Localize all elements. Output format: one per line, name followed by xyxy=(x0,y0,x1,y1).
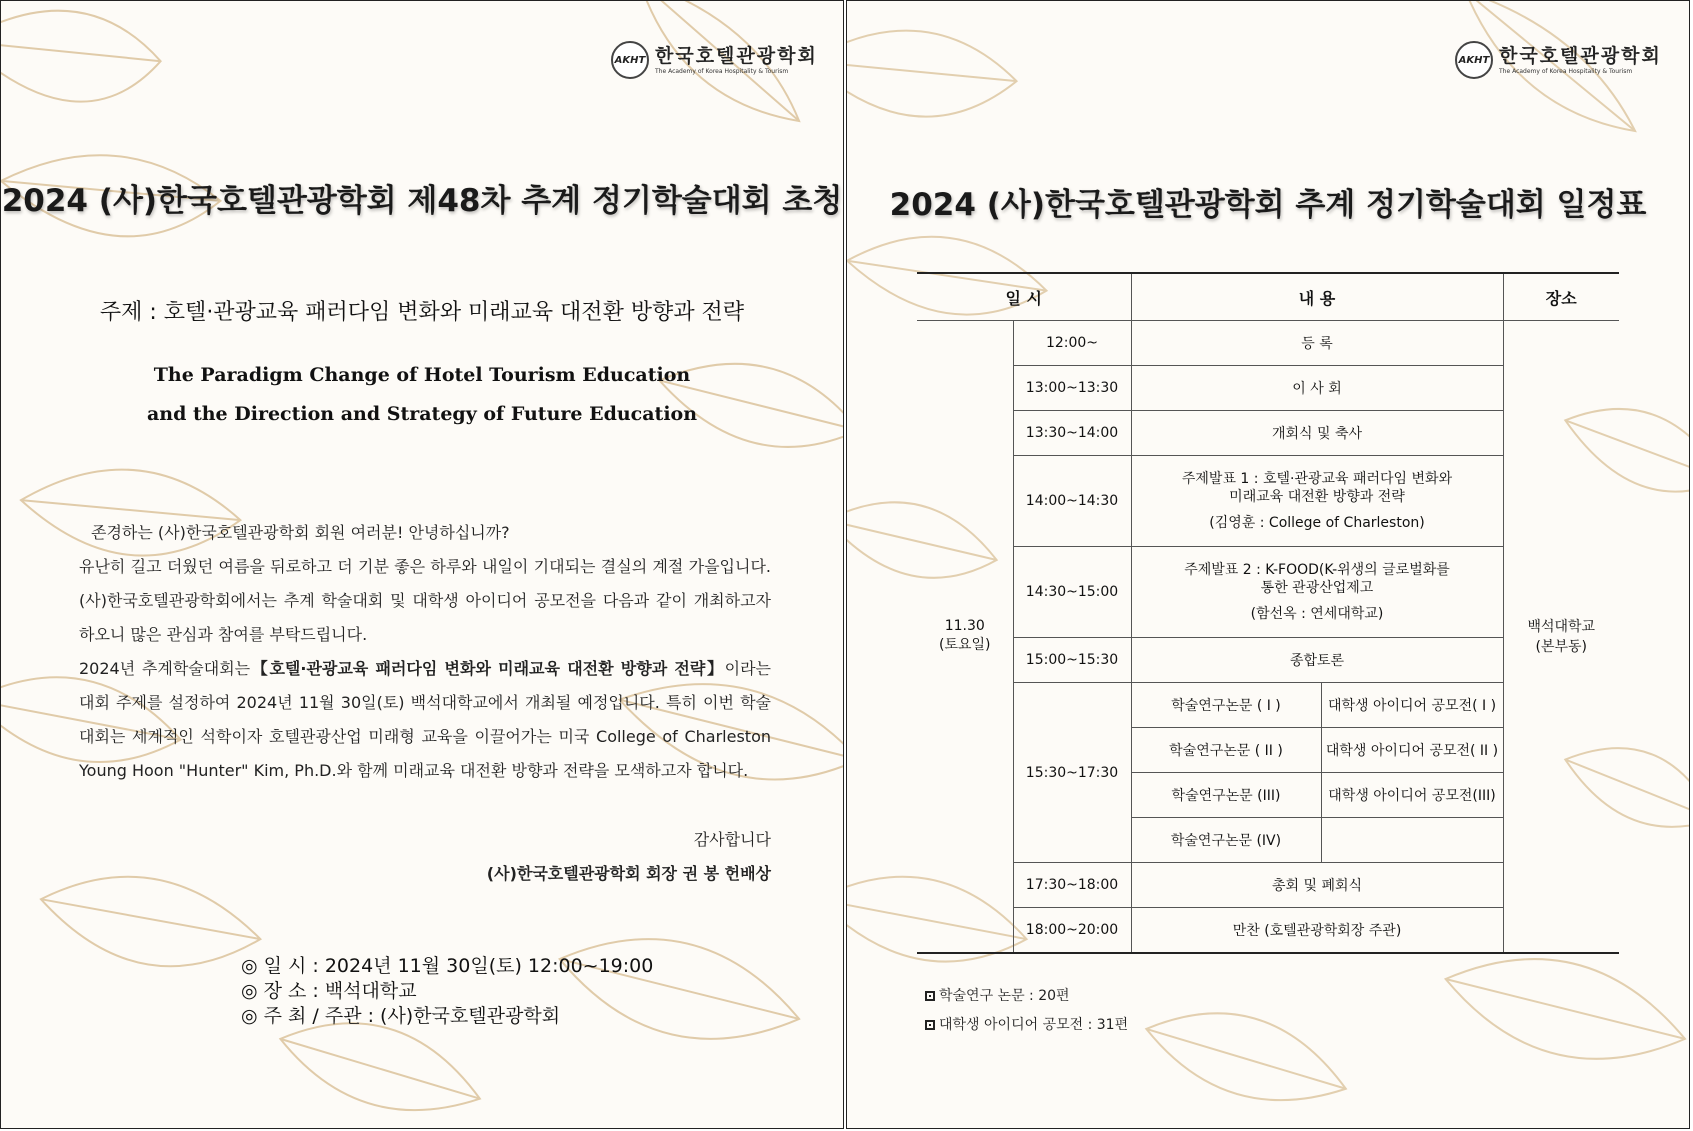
content-cell: 종합토론 xyxy=(1131,638,1503,683)
header-datetime: 일 시 xyxy=(917,273,1131,321)
logo-name-english: The Academy of Korea Hospitality & Tourism xyxy=(1499,67,1633,75)
time-cell: 15:30~17:30 xyxy=(1013,683,1131,863)
date-day: (토요일) xyxy=(939,637,991,654)
paper-session-4: 학술연구논문 (IV) xyxy=(1131,818,1321,863)
content-cell: 개회식 및 축사 xyxy=(1131,411,1503,456)
paper-session-3: 학술연구논문 (III) xyxy=(1131,773,1321,818)
time-cell: 12:00~ xyxy=(1013,321,1131,366)
time-cell: 14:00~14:30 xyxy=(1013,456,1131,547)
idea-contest-2: 대학생 아이디어 공모전( II ) xyxy=(1321,728,1503,773)
time-cell: 13:30~14:00 xyxy=(1013,411,1131,456)
signature: (사)한국호텔관광학회 회장 권 봉 헌배상 xyxy=(486,864,771,883)
akht-logo-icon: AKHT xyxy=(1455,41,1493,79)
keynote-1-speaker: (김영훈 : College of Charleston) xyxy=(1209,515,1425,531)
keynote-1-line-2: 미래교육 대전환 방향과 전략 xyxy=(1229,489,1405,505)
invitation-page xyxy=(0,0,844,1129)
schedule-table xyxy=(917,272,1619,954)
keynote-1-line-1: 주제발표 1 : 호텔·관광교육 패러다임 변화와 xyxy=(1181,471,1453,487)
time-cell: 13:00~13:30 xyxy=(1013,366,1131,411)
akht-logo-icon: AKHT xyxy=(611,41,649,79)
header-content: 내 용 xyxy=(1131,273,1503,321)
date-cell xyxy=(917,321,1013,953)
keynote-2-line-1: 주제발표 2 : K-FOOD(K-위생의 글로벌화를 xyxy=(1184,562,1450,578)
event-place: ◎ 장 소 : 백석대학교 xyxy=(241,980,417,1002)
schedule-title: 2024 (사)한국호텔관광학회 추계 정기학술대회 일정표 xyxy=(889,187,1647,223)
keynote-1-cell xyxy=(1131,456,1503,547)
venue-building: (본부동) xyxy=(1535,639,1587,656)
time-cell: 14:30~15:00 xyxy=(1013,547,1131,638)
paragraph-1: 유난히 길고 더웠던 여름을 뒤로하고 더 기분 좋은 하루와 내일이 기대되는 결실의 계절 가을입니다. (사)한국호텔관광학회에서는 추계 학술대회 및 대학생 아이디어 공모전을 다음과 같이 개최하고자 하오니 많은 관심과 참여를 부탁드립니다. xyxy=(79,557,771,644)
content-cell: 총회 및 폐회식 xyxy=(1131,863,1503,908)
logo-name-english: The Academy of Korea Hospitality & Tourism xyxy=(655,67,789,75)
table-row xyxy=(917,321,1619,366)
table-header-row xyxy=(917,273,1619,321)
time-cell: 18:00~20:00 xyxy=(1013,908,1131,953)
square-bullet-icon xyxy=(925,991,935,1001)
logo-name-korean: 한국호텔관광학회 xyxy=(655,44,818,67)
paper-session-2: 학술연구논문 ( II ) xyxy=(1131,728,1321,773)
schedule-page xyxy=(846,0,1690,1129)
academy-logo xyxy=(611,41,818,79)
invitation-body xyxy=(79,516,771,788)
time-cell: 17:30~18:00 xyxy=(1013,863,1131,908)
content-cell: 이 사 회 xyxy=(1131,366,1503,411)
keynote-2-cell xyxy=(1131,547,1503,638)
venue-cell xyxy=(1503,321,1619,953)
square-bullet-icon xyxy=(925,1020,935,1030)
invitation-theme: 주제 : 호텔·관광교육 패러다임 변화와 미래교육 대전환 방향과 전략 xyxy=(99,300,745,325)
english-title-line-1: The Paradigm Change of Hotel Tourism Education xyxy=(153,364,691,386)
event-host: ◎ 주 최 / 주관 : (사)한국호텔관광학회 xyxy=(241,1005,561,1027)
thanks-text: 감사합니다 xyxy=(693,830,771,849)
event-date: ◎ 일 시 : 2024년 11월 30일(토) 12:00~19:00 xyxy=(241,955,654,977)
logo-name-korean: 한국호텔관광학회 xyxy=(1499,44,1662,67)
venue-name: 백석대학교 xyxy=(1527,619,1596,636)
theme-highlight: 【호텔·관광교육 패러다임 변화와 미래교육 대전환 방향과 전략】 xyxy=(250,659,725,678)
header-place: 장소 xyxy=(1503,273,1619,321)
keynote-2-speaker: (함선옥 : 연세대학교) xyxy=(1250,606,1384,622)
keynote-2-line-2: 통한 관광산업제고 xyxy=(1260,580,1374,596)
idea-contest-1: 대학생 아이디어 공모전( I ) xyxy=(1321,683,1503,728)
paper-session-1: 학술연구논문 ( I ) xyxy=(1131,683,1321,728)
english-title-line-2: and the Direction and Strategy of Future Education xyxy=(146,403,698,425)
note-ideas: 대학생 아이디어 공모전 : 31편 xyxy=(925,1014,1128,1034)
idea-contest-3: 대학생 아이디어 공모전(III) xyxy=(1321,773,1503,818)
invitation-title: 2024 (사)한국호텔관광학회 제48차 추계 정기학술대회 초청 xyxy=(1,183,843,219)
note-papers: 학술연구 논문 : 20편 xyxy=(925,985,1070,1005)
content-cell: 만찬 (호텔관광학회장 주관) xyxy=(1131,908,1503,953)
paragraph-2: 2024년 추계학술대회는【호텔·관광교육 패러다임 변화와 미래교육 대전환 방향과 전략】이라는 대회 주제를 설정하여 2024년 11월 30일(토) 백석대학교에서 개최될 예정입니다. 특히 이번 학술대회는 세계적인 석학이자 호텔관광산업 미래형 교육을 이끌어가는 미국 College of Charleston Young Hoon "Hunter" Kim, Ph.D.와 함께 미래교육 대전환 방향과 전략을 모색하고자 합니다. xyxy=(79,659,772,780)
content-cell: 등 록 xyxy=(1131,321,1503,366)
date-main: 11.30 xyxy=(944,618,985,635)
academy-logo xyxy=(1455,41,1662,79)
idea-contest-empty xyxy=(1321,818,1503,863)
greeting-text: 존경하는 (사)한국호텔관광학회 회원 여러분! 안녕하십니까? xyxy=(91,523,510,542)
time-cell: 15:00~15:30 xyxy=(1013,638,1131,683)
